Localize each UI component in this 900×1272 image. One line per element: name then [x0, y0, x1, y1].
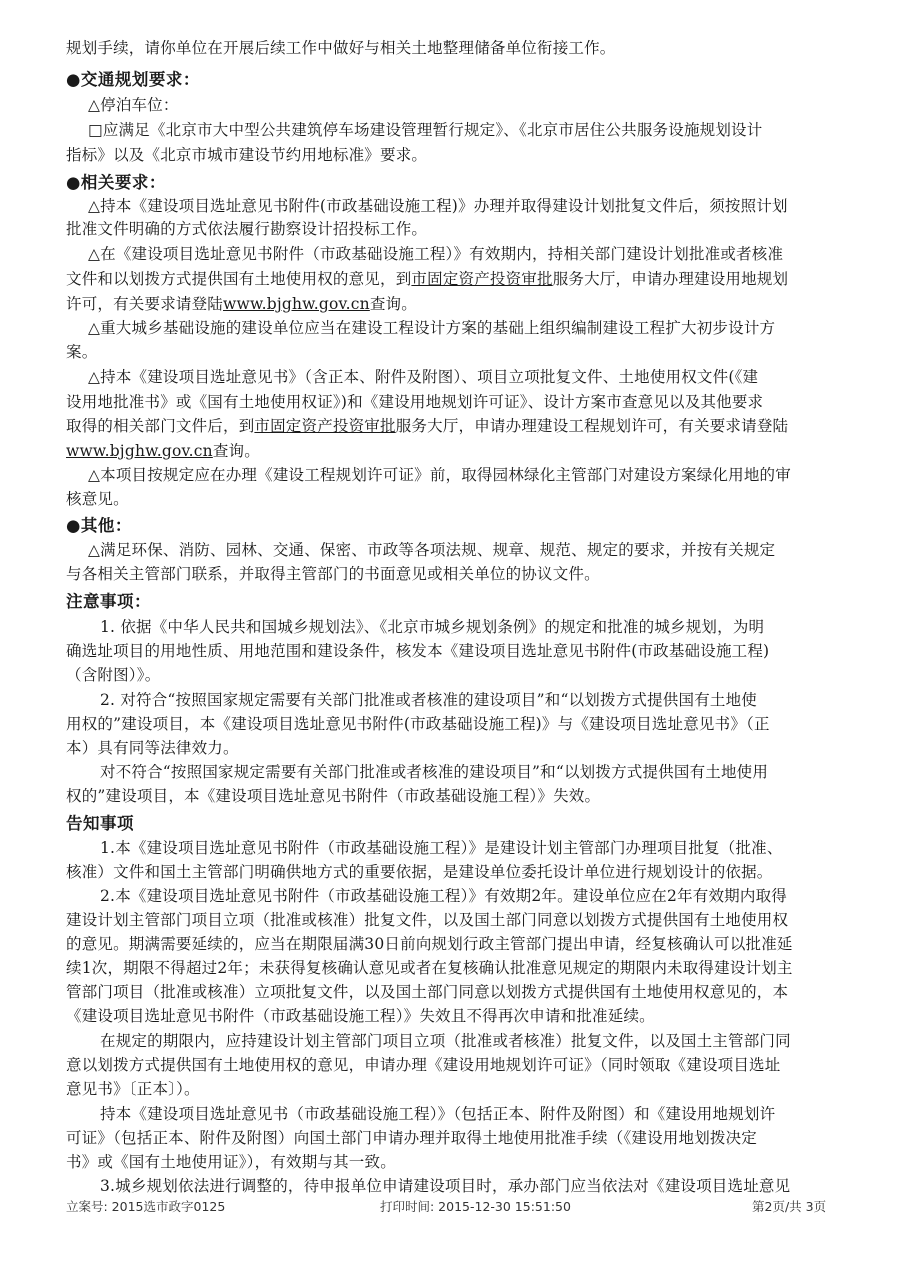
related-p3-line-1: △重大城乡基础设施的建设单位应当在建设工程设计方案的基础上组织编制建设工程扩大初步设计方	[88, 319, 776, 337]
notes-n2-line-3: 本）具有同等法律效力。	[66, 739, 239, 757]
related-p1-line-1: △持本《建设项目选址意见书附件(市政基础设施工程)》办理并取得建设计划批复文件后，须按照计划	[88, 197, 788, 215]
related-p4-text-a: 取得的相关部门文件后，到	[66, 417, 255, 435]
inform-i3-line-3: 意见书》〔正本〕）。	[66, 1080, 200, 1098]
notes-heading: 注意事项：	[66, 592, 151, 611]
related-p5-line-2: 核意见。	[66, 490, 129, 508]
related-p4-line-2: 设用地批准书》或《国有土地使用权证》)和《建设用地规划许可证》、设计方案市查意见以及其他要求	[66, 393, 764, 411]
related-p2-text-a: 文件和以划拨方式提供国有土地使用权的意见，到	[66, 270, 412, 288]
related-p5-line-1: △本项目按规定应在办理《建设工程规划许可证》前，取得园林绿化主管部门对建设方案绿化用地的审	[88, 466, 791, 484]
related-p1-line-2: 批准文件明确的方式依法履行勘察设计招投标工作。	[66, 220, 428, 238]
other-line-1: △满足环保、消防、园林、交通、保密、市政等各项法规、规章、规范、规定的要求，并按有关规定	[88, 541, 776, 559]
notes-n1-line-1: 1. 依据《中华人民共和国城乡规划法》、《北京市城乡规划条例》的规定和批准的城乡规划，为明	[100, 618, 765, 636]
inform-i3-line-1: 在规定的期限内，应持建设计划主管部门项目立项（批准或者核准）批复文件，以及国土主管部门同	[100, 1032, 791, 1050]
inform-i2-line-1: 2.本《建设项目选址意见书附件（市政基础设施工程）》有效期2年。建设单位应在2年有效期内取得	[100, 887, 787, 905]
inform-i1-line-2: 核准）文件和国土主管部门明确供地方式的重要依据，是建设单位委托设计单位进行规划设计的依据。	[66, 863, 773, 881]
approval-hall-link[interactable]: 市固定资产投资审批	[254, 417, 396, 435]
inform-i2-line-3: 的意见。期满需要延续的，应当在期限届满30日前向规划行政主管部门提出申请，经复核确认可以批准延	[66, 935, 793, 953]
notes-n1-line-2: 确选址项目的用地性质、用地范围和建设条件，核发本《建设项目选址意见书附件(市政基础设施工程)	[66, 642, 770, 660]
notes-n3-line-2: 权的”建设项目，本《建设项目选址意见书附件（市政基础设施工程）》失效。	[66, 787, 601, 805]
related-p2-text-b: 服务大厅，申请办理建设用地规划	[552, 270, 789, 288]
related-p2-text-d: 查询。	[369, 295, 417, 313]
approval-hall-link[interactable]: 市固定资产投资审批	[411, 270, 553, 288]
inform-i3-line-2: 意以划拨方式提供国有土地使用权的意见，申请办理《建设用地规划许可证》（同时领取《建设项目选址	[66, 1056, 781, 1074]
inform-i2-line-4: 续1次，期限不得超过2年；未获得复核确认意见或者在复核确认批准意见规定的期限内未取得建设计划主	[66, 959, 793, 977]
related-p4-text-b: 服务大厅，申请办理建设工程规划许可，有关要求请登陆	[395, 417, 789, 435]
traffic-heading: ●交通规划要求：	[66, 70, 200, 89]
notes-n2-line-1: 2. 对符合“按照国家规定需要有关部门批准或者核准的建设项目”和“以划拨方式提供国有土地使	[100, 691, 757, 709]
parking-line-2: 指标》以及《北京市城市建设节约用地标准》要求。	[66, 146, 428, 164]
parking-line-1: □应满足《北京市大中型公共建筑停车场建设管理暂行规定》、《北京市居住公共服务设施规划设计	[88, 121, 763, 139]
parking-title: △停泊车位：	[88, 96, 179, 114]
footer-page-number: 第2页/共 3页	[752, 1199, 827, 1214]
inform-i2-line-6: 《建设项目选址意见书附件（市政基础设施工程）》失效且不得再次申请和批准延续。	[66, 1007, 655, 1025]
inform-i5-line-1: 3.城乡规划依法进行调整的，待申报单位申请建设项目时，承办部门应当依法对《建设项目选址意见	[100, 1177, 791, 1195]
inform-i4-line-3: 书》或《国有土地使用证》），有效期与其一致。	[66, 1153, 396, 1171]
related-p2-line-1: △在《建设项目选址意见书附件（市政基础设施工程）》有效期内，持相关部门建设计划批准或者核准	[88, 245, 784, 263]
other-heading: ●其他：	[66, 516, 132, 535]
other-line-2: 与各相关主管部门联系，并取得主管部门的书面意见或相关单位的协议文件。	[66, 565, 600, 583]
inform-i2-line-5: 管部门项目（批准或核准）立项批复文件，以及国土部门同意以划拨方式提供国有土地使用权意见的，本	[66, 983, 789, 1001]
related-p4-line-4	[66, 441, 260, 461]
footer-print-time: 打印时间: 2015-12-30 15:51:50	[380, 1199, 571, 1214]
related-p2-line-2	[66, 269, 788, 289]
inform-heading: 告知事项	[66, 814, 134, 833]
inform-i4-line-1: 持本《建设项目选址意见书（市政基础设施工程）》（包括正本、附件及附图）和《建设用地规划许	[100, 1105, 776, 1123]
footer-case-number: 立案号: 2015选市政字0125	[66, 1199, 226, 1214]
bjghw-website-link[interactable]: www.bjghw.gov.cn	[66, 442, 213, 460]
related-p3-line-2: 案。	[66, 343, 98, 361]
related-heading: ●相关要求：	[66, 173, 166, 192]
inform-i1-line-1: 1.本《建设项目选址意见书附件（市政基础设施工程）》是建设计划主管部门办理项目批复（批准、	[100, 839, 783, 857]
notes-n3-line-1: 对不符合“按照国家规定需要有关部门批准或者核准的建设项目”和“以划拨方式提供国有土地使用	[100, 763, 769, 781]
notes-n2-line-2: 用权的”建设项目，本《建设项目选址意见书附件(市政基础设施工程)》与《建设项目选址意见书》（正	[66, 715, 770, 733]
related-p4-line-1: △持本《建设项目选址意见书》（含正本、附件及附图）、项目立项批复文件、土地使用权文件(《建	[88, 368, 759, 386]
related-p4-text-c: 查询。	[212, 442, 260, 460]
bjghw-website-link[interactable]: www.bjghw.gov.cn	[223, 295, 370, 313]
related-p4-line-3	[66, 416, 788, 436]
related-p2-line-3	[66, 294, 417, 314]
notes-n1-line-3: （含附图）》。	[66, 666, 161, 684]
inform-i2-line-2: 建设计划主管部门项目立项（批准或核准）批复文件，以及国土部门同意以划拨方式提供国有土地使用权	[66, 911, 789, 929]
related-p2-text-c: 许可，有关要求请登陆	[66, 295, 224, 313]
continuation-line: 规划手续，请你单位在开展后续工作中做好与相关土地整理储备单位衔接工作。	[66, 39, 616, 57]
inform-i4-line-2: 可证》（包括正本、附件及附图）向国土部门申请办理并取得土地使用批准手续（《建设用地划拨决定	[66, 1129, 758, 1147]
